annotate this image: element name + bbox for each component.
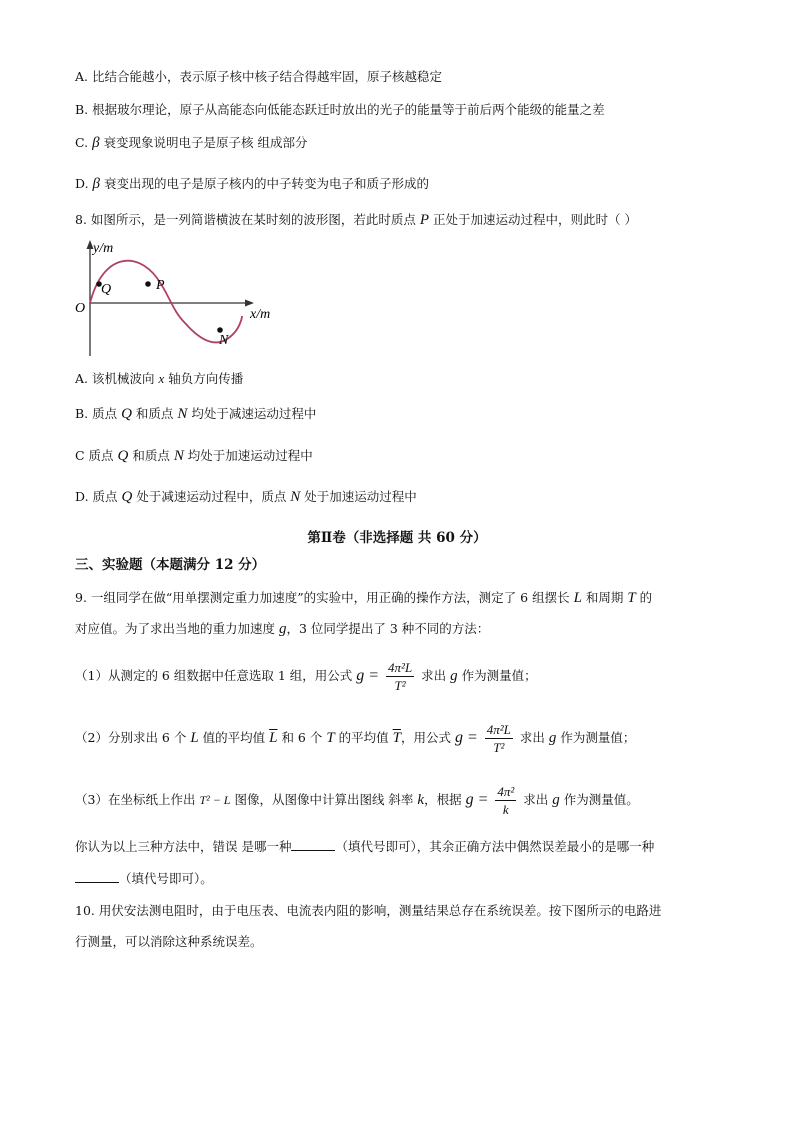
formula-fraction: $\frac{\text{4π²L}}{\text{T²}}$ (486, 722, 511, 755)
point-p-marker (145, 281, 151, 287)
formula-fraction: $\frac{\text{4π²L}}{\text{T²}}$ (388, 660, 413, 693)
q7-option-d: D. β 衰变出现的电子是原子核内的中子转变为电子和质子形成的 (75, 176, 429, 192)
q10-stem-line1: 10. 用伏安法测电阻时，由于电压表、电流表内阻的影响，测量结果总存在系统误差。按下图所示的电路进 (75, 903, 662, 918)
part2-title: 第Ⅱ卷（非选择题 共 60 分） (307, 530, 487, 546)
q7-option-a: A. 比结合能越小，表示原子核中核子结合得越牢固，原子核越稳定 (75, 69, 442, 84)
q8-stem: 8. 如图所示，是一列简谐横波在某时刻的波形图，若此时质点 P 正处于加速运动过程中，则此时（ ） (75, 212, 637, 228)
q9-stem-line1: 9. 一组同学在做“用单摆测定重力加速度”的实验中，用正确的操作方法，测定了 6 组摆长 L 和周期 T 的 (75, 590, 653, 606)
x-axis-label: x/m (250, 307, 271, 322)
origin-label: O (75, 301, 86, 316)
q9-method-3: （3）在坐标纸上作出 T² − L 图像，从图像中计算出图线 斜率 k，根据 g = $\frac{\text{4π²}}{k}$ 求出 g 作为测量值。 (75, 784, 639, 817)
y-axis-label: y/m (93, 241, 114, 256)
q8-option-d: D. 质点 Q 处于减速运动过程中，质点 N 处于加速运动过程中 (75, 489, 417, 505)
q9-stem-line2: 对应值。为了求出当地的重力加速度 g，3 位同学提出了 3 种不同的方法： (75, 621, 490, 637)
point-p-label: P (156, 278, 165, 293)
q7-option-c: C. β 衰变现象说明电子是原子核 组成部分 (75, 135, 308, 151)
formula-fraction: $\frac{\text{4π²}}{k}$ (497, 784, 515, 817)
q9-method-2: （2）分别求出 6 个 L 值的平均值 $\overline{L}$ 和 6 个 T 的平均值 $\overline{T}$，用公式 g = $\frac{\text{4π²L}}{\text{T²}}$ 求出 g 作为测量值； (75, 722, 636, 755)
beta-symbol: β (92, 135, 100, 151)
point-n-label: N (219, 333, 229, 348)
point-n-marker (217, 327, 223, 333)
answer-blank-1[interactable] (291, 838, 335, 851)
x-axis-arrow (245, 300, 254, 307)
q8-option-c: C 质点 Q 和质点 N 均处于加速运动过程中 (75, 448, 313, 464)
beta-symbol: β (92, 176, 101, 192)
point-q-label: Q (101, 282, 112, 297)
q7-option-b: B. 根据玻尔理论，原子从高能态向低能态跃迁时放出的光子的能量等于前后两个能级的能量之差 (75, 102, 605, 117)
wave-figure (70, 238, 290, 363)
section3-title: 三、实验题（本题满分 12 分） (75, 557, 266, 573)
q9-question-line1: 你认为以上三种方法中，错误 是哪一种 （填代号即可），其余正确方法中偶然误差最小的是哪一种 (75, 839, 655, 854)
q10-stem-line2: 行测量，可以消除这种系统误差。 (75, 934, 263, 949)
q8-option-a: A. 该机械波向 x 轴负方向传播 (75, 371, 244, 386)
q8-option-b: B. 质点 Q 和质点 N 均处于减速运动过程中 (75, 406, 317, 422)
answer-blank-2[interactable] (75, 870, 119, 883)
q9-question-line2: （填代号即可）。 (75, 870, 213, 888)
q9-method-1: （1）从测定的 6 组数据中任意选取 1 组，用公式 g = $\frac{\text{4π²L}}{\text{T²}}$ 求出 g 作为测量值； (75, 660, 537, 693)
